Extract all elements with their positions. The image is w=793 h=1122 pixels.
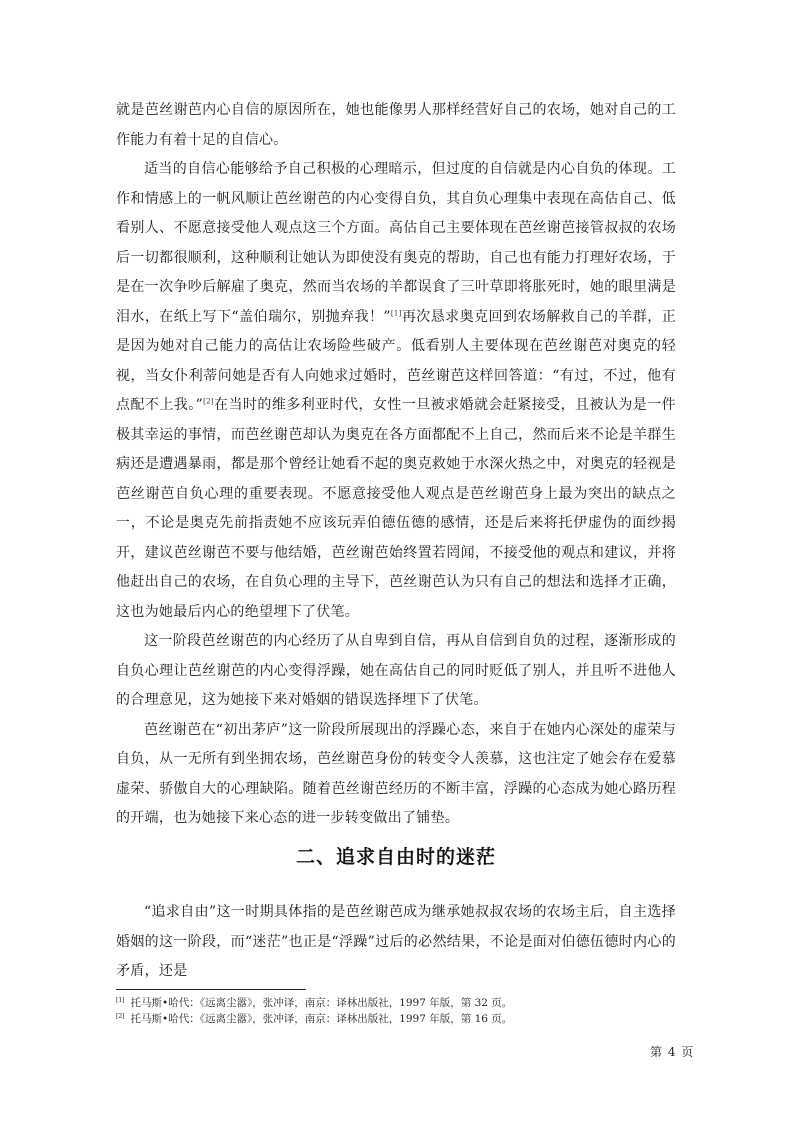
paragraph-text: 就是芭丝谢芭内心自信的原因所在，她也能像男人那样经营好自己的农场，她对自己的工作能力有着十足的自信心。 xyxy=(116,102,676,148)
footnotes xyxy=(116,995,716,1027)
paragraph xyxy=(116,716,676,834)
paragraph xyxy=(116,898,676,987)
footnote-reference[interactable]: [1] xyxy=(390,308,402,317)
footnote-text: 托马斯•哈代：《远离尘嚣》，张冲译，南京：译林出版社，1997 年版，第 16 页。 xyxy=(130,1013,513,1025)
paragraph-text: 芭丝谢芭在“初出茅庐”这一阶段所展现出的浮躁心态，来自于在她内心深处的虚荣与自负，从一无所有到坐拥农场，芭丝谢芭身份的转变令人羡慕，这也注定了她会存在爱慕虚荣、骄傲自大的心理缺陷。随着芭丝谢芭经历的不断丰富，浮躁的心态成为她心路历程的开端，也为她接下来心态的进一步转变做出了铺垫。 xyxy=(116,721,676,826)
paragraph xyxy=(116,155,676,627)
paragraph-text: 这一阶段芭丝谢芭的内心经历了从自卑到自信，再从自信到自负的过程，逐渐形成的自负心理让芭丝谢芭的内心变得浮躁，她在高估自己的同时贬低了别人，并且听不进他人的合理意见，这为她接下来对婚姻的错误选择埋下了伏笔。 xyxy=(116,633,676,708)
paragraph-text: “追求自由”这一时期具体指的是芭丝谢芭成为继承她叔叔农场的农场主后，自主选择婚姻的这一阶段，而“迷茫”也正是“浮躁”过后的必然结果，不论是面对伯德伍德时内心的矛盾，还是 xyxy=(116,904,676,979)
paragraph-text: 适当的自信心能够给予自己积极的心理暗示，但过度的自信就是内心自负的体现。工作和情感上的一帆风顺让芭丝谢芭的内心变得自负，其自负心理集中表现在高估自己、低看别人、不愿意接受他人观点这三个方面。高估自己主要体现在芭丝谢芭接管叔叔的农场后一切都很顺利，这种顺利让她认为即使没有奥克的帮助，自己也有能力打理好农场，于是在一次争吵后解雇了奥克，然而当农场的羊都误食了三叶草即将胀死时，她的眼里满是泪水，在纸上写下“盖伯瑞尔，别抛弃我！” xyxy=(116,161,676,325)
footnote xyxy=(116,995,716,1011)
footnote-mark: [2] xyxy=(116,1012,125,1020)
paragraph xyxy=(116,96,676,155)
paragraph-text: 再次恳求奥克回到农场解救自己的羊群，正是因为她对自己能力的高估让农场险些破产。低看别人主要体现在芭丝谢芭对奥克的轻视，当女仆利蒂问她是否有人向她求过婚时，芭丝谢芭这样回答道：“有过，不过，他有点配不上我。” xyxy=(116,308,676,413)
footnote-divider xyxy=(116,989,306,990)
footnote xyxy=(116,1011,716,1027)
page-number: 第 4 页 xyxy=(650,1045,695,1059)
paragraph-text: 在当时的维多利亚时代，女性一旦被求婚就会赶紧接受，且被认为是一件极其幸运的事情，而芭丝谢芭却认为奥克在各方面都配不上自己，然而后来不论是羊群生病还是遭遇暴雨，都是那个曾经让她看不起的奥克救她于水深火热之中，对奥克的轻视是芭丝谢芭自负心理的重要表现。不愿意接受他人观点是芭丝谢芭身上最为突出的缺点之一，不论是奥克先前指责她不应该玩弄伯德伍德的感情，还是后来将托伊虚伪的面纱揭开，建议芭丝谢芭不要与他结婚，芭丝谢芭始终置若罔闻，不接受他的观点和建议，并将他赶出自己的农场，在自负心理的主导下，芭丝谢芭认为只有自己的想法和选择才正确，这也为她最后内心的绝望埋下了伏笔。 xyxy=(116,397,676,620)
body-text xyxy=(116,96,676,834)
body-text-continued xyxy=(116,898,676,987)
footnote-reference[interactable]: [2] xyxy=(203,397,214,406)
paragraph xyxy=(116,627,676,716)
footnote-mark: [1] xyxy=(116,996,125,1004)
section-heading: 二、追求自由时的迷茫 xyxy=(295,846,496,868)
footnote-text: 托马斯•哈代：《远离尘嚣》，张冲译，南京：译林出版社，1997 年版，第 32 页。 xyxy=(130,997,513,1009)
